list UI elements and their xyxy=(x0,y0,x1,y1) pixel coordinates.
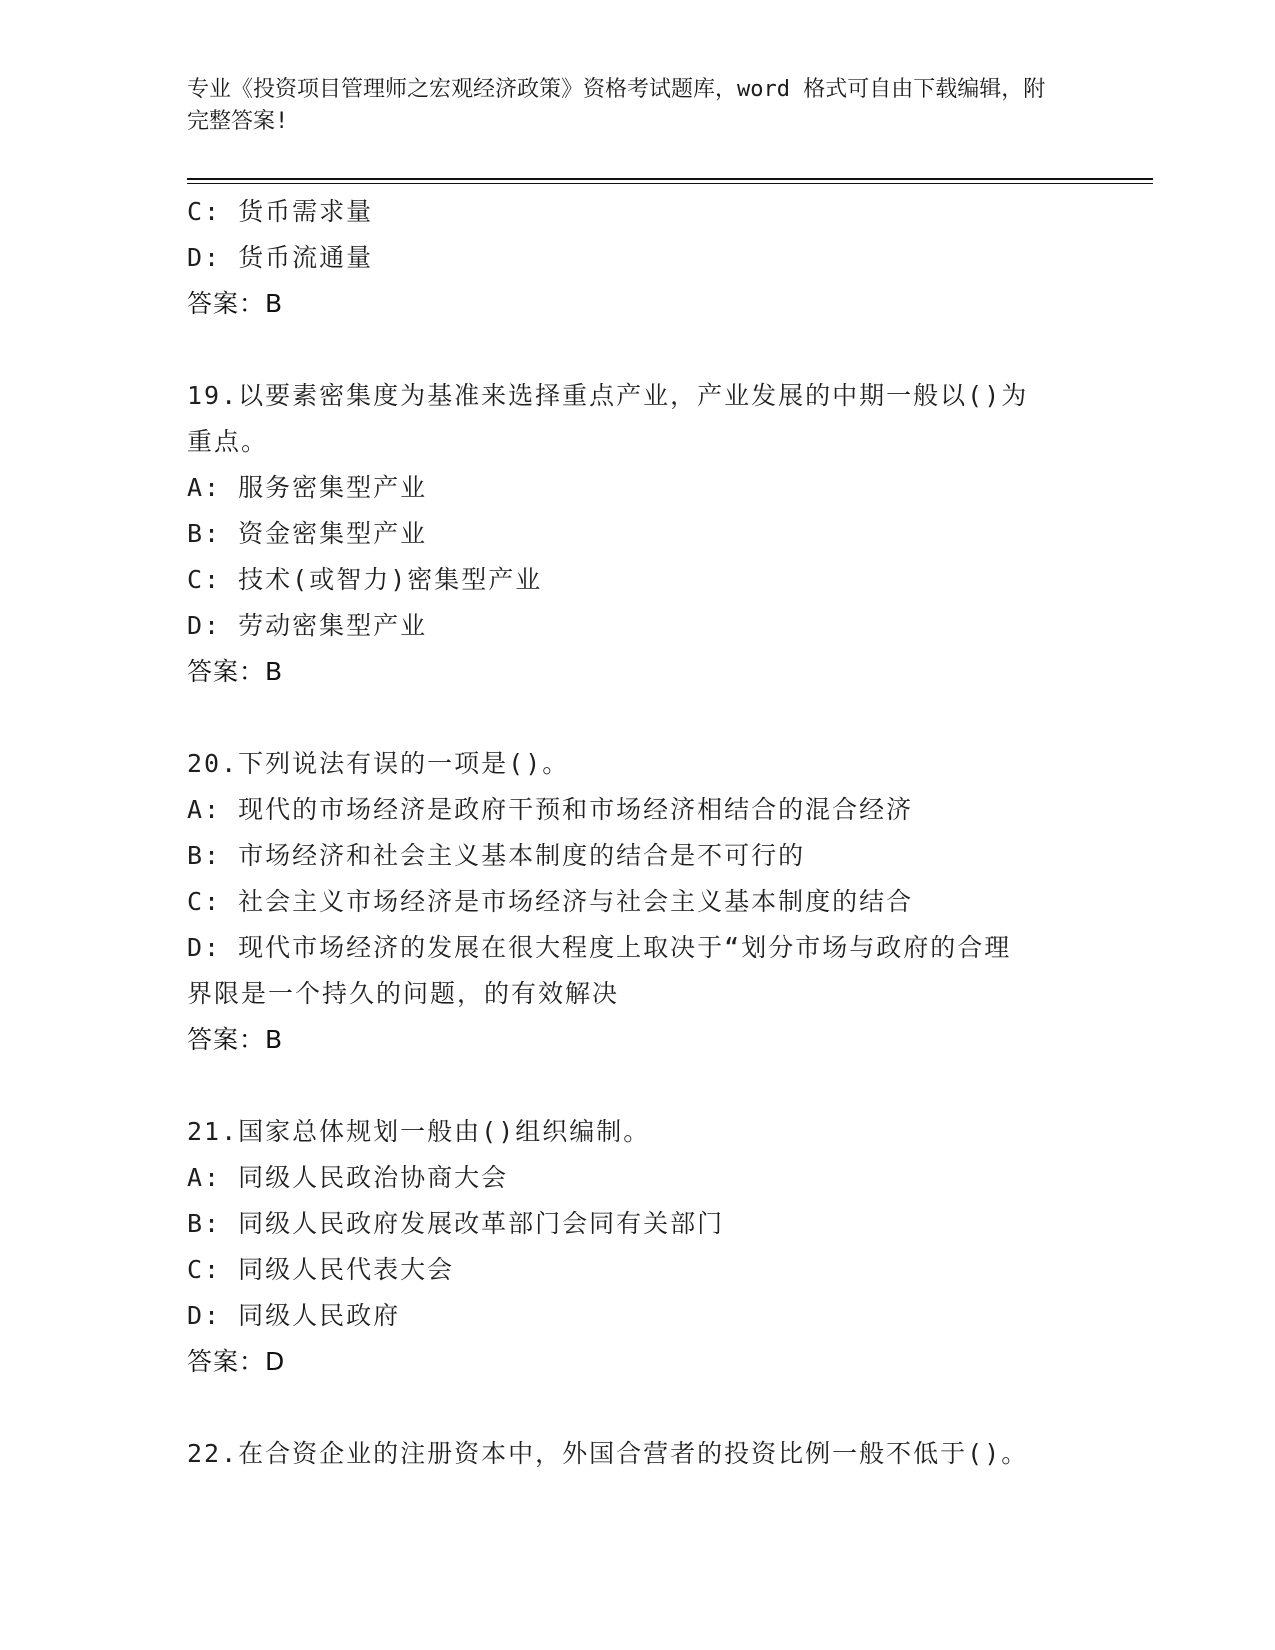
spacer xyxy=(187,1385,1087,1431)
header-rule-thin xyxy=(187,183,1153,184)
question-block-19 xyxy=(187,373,1087,695)
question-stem: 21.国家总体规划一般由()组织编制。 xyxy=(187,1117,651,1146)
question-block-22 xyxy=(187,1431,1087,1477)
option-line: C: 货币需求量 xyxy=(187,197,374,226)
answer-line: 答案：B xyxy=(187,657,284,686)
option-line: D: 现代市场经济的发展在很大程度上取决于“划分市场与政府的合理 xyxy=(187,933,1012,962)
option-line: D: 货币流通量 xyxy=(187,243,374,272)
prev-question-block xyxy=(187,189,1087,327)
option-line: 界限是一个持久的问题，的有效解决 xyxy=(187,979,620,1008)
spacer xyxy=(187,695,1087,741)
header-rule-thick xyxy=(187,178,1153,180)
option-line: D: 劳动密集型产业 xyxy=(187,611,428,640)
question-block-20 xyxy=(187,741,1087,1063)
option-line: B: 资金密集型产业 xyxy=(187,519,428,548)
spacer xyxy=(187,1063,1087,1109)
question-stem: 20.下列说法有误的一项是()。 xyxy=(187,749,570,778)
question-stem: 19.以要素密集度为基准来选择重点产业，产业发展的中期一般以()为 xyxy=(187,381,1029,410)
answer-line: 答案：D xyxy=(187,1347,286,1376)
option-line: C: 技术(或智力)密集型产业 xyxy=(187,565,543,594)
option-line: B: 同级人民政府发展改革部门会同有关部门 xyxy=(187,1209,725,1238)
option-line: C: 社会主义市场经济是市场经济与社会主义基本制度的结合 xyxy=(187,887,914,916)
answer-line: 答案：B xyxy=(187,1025,284,1054)
question-block-21 xyxy=(187,1109,1087,1385)
option-line: A: 同级人民政治协商大会 xyxy=(187,1163,509,1192)
option-line: A: 现代的市场经济是政府干预和市场经济相结合的混合经济 xyxy=(187,795,914,824)
document-header: 专业《投资项目管理师之宏观经济政策》资格考试题库，word 格式可自由下载编辑，附完整答案! xyxy=(187,77,1046,134)
question-stem: 22.在合资企业的注册资本中，外国合营者的投资比例一般不低于()。 xyxy=(187,1439,1029,1468)
question-body xyxy=(187,189,1087,1477)
spacer xyxy=(187,327,1087,373)
answer-line: 答案：B xyxy=(187,289,284,318)
option-line: C: 同级人民代表大会 xyxy=(187,1255,455,1284)
option-line: D: 同级人民政府 xyxy=(187,1301,401,1330)
option-line: B: 市场经济和社会主义基本制度的结合是不可行的 xyxy=(187,841,806,870)
option-line: A: 服务密集型产业 xyxy=(187,473,428,502)
question-stem: 重点。 xyxy=(187,427,269,456)
